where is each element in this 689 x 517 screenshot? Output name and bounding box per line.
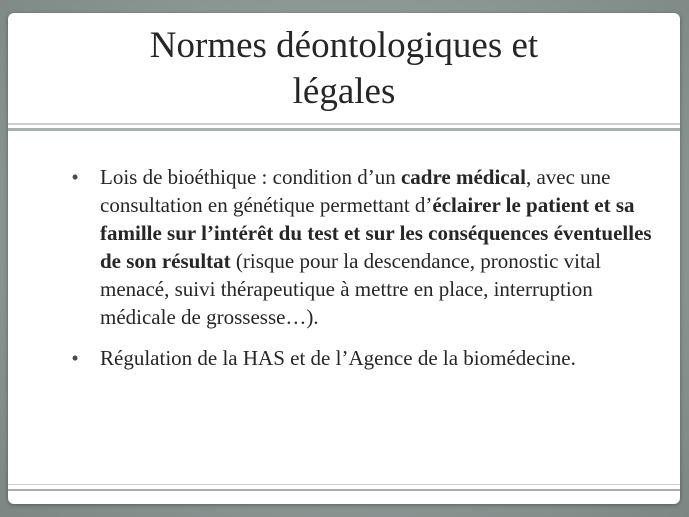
slide-title (8, 23, 680, 115)
footer-divider-accent (8, 489, 680, 491)
slide-title-line-2: légales (292, 71, 396, 112)
bullet-1-text-1: Lois de bioéthique : condition d’un (100, 165, 401, 189)
bullet-list (68, 163, 658, 372)
bullet-1-text-2: , avec une consultation en génétique permettant d’ (100, 165, 611, 217)
slide-title-line-1: Normes déontologiques et (149, 25, 539, 66)
slide (8, 13, 680, 504)
bullet-item-regulation (68, 344, 658, 372)
bullet-item-bioethics-laws (68, 163, 658, 331)
title-divider (8, 123, 680, 125)
footer-divider (8, 484, 680, 485)
bullet-1-text-3: (risque pour la descendance, pronostic vital menacé, suivi thérapeutique à mettre en place, interruption médicale de grossesse…). (100, 249, 601, 329)
bullet-1-emphasis-1: cadre médical (400, 165, 526, 189)
title-divider-accent (8, 128, 680, 131)
bullet-marker: • (71, 165, 79, 189)
bullet-marker: • (71, 346, 79, 370)
bullet-2-text: Régulation de la HAS et de l’Agence de la biomédecine. (100, 346, 576, 370)
bullet-1-emphasis-2: éclairer le patient et sa famille sur l’intérêt du test et sur les conséquences éventuelles de son résultat (100, 193, 652, 273)
